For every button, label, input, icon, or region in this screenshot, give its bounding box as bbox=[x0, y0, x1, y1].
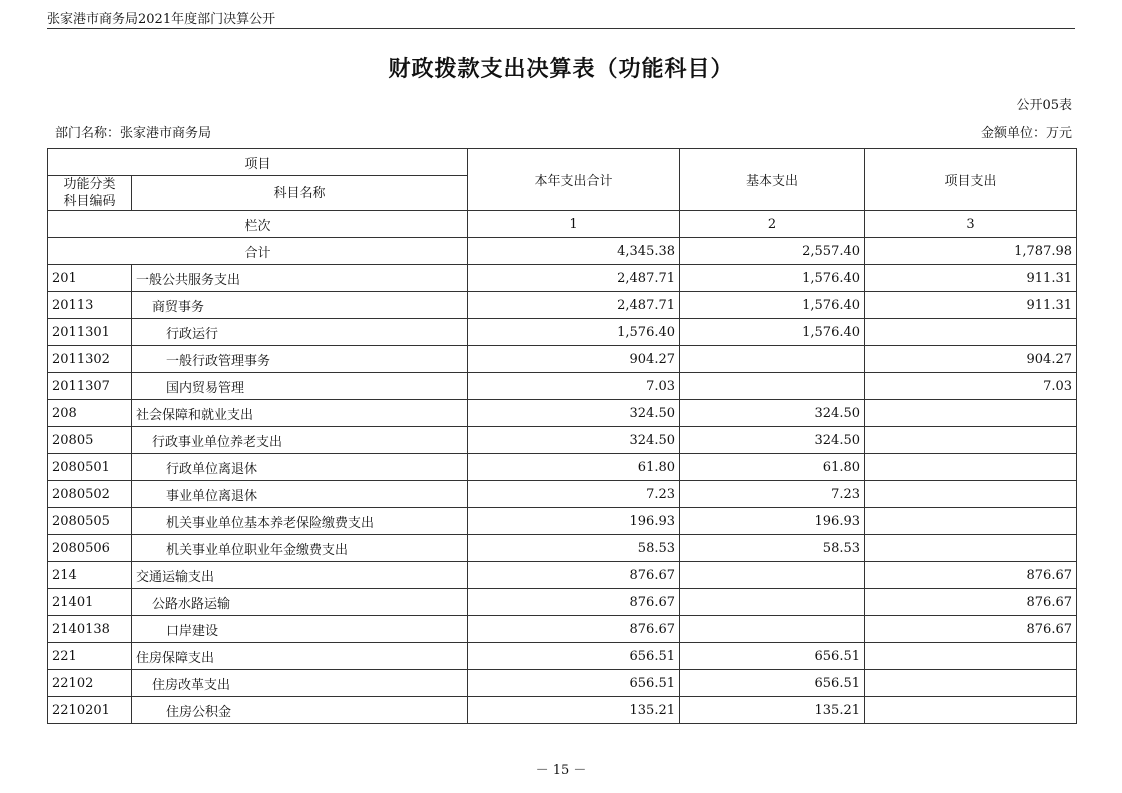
table-row bbox=[48, 697, 1077, 724]
row-code: 2210201 bbox=[48, 697, 132, 724]
department-name: 部门名称：张家港市商务局 bbox=[55, 126, 212, 141]
row-basic: 324.50 bbox=[680, 400, 865, 427]
row-basic bbox=[680, 589, 865, 616]
row-project bbox=[865, 508, 1077, 535]
totals-basic: 2,557.40 bbox=[680, 238, 865, 265]
header-name: 科目名称 bbox=[132, 176, 468, 211]
row-code: 201 bbox=[48, 265, 132, 292]
row-code: 2011307 bbox=[48, 373, 132, 400]
row-basic: 1,576.40 bbox=[680, 265, 865, 292]
table-row bbox=[48, 643, 1077, 670]
row-code: 2080506 bbox=[48, 535, 132, 562]
row-name: 口岸建设 bbox=[132, 616, 468, 643]
table-row bbox=[48, 373, 1077, 400]
row-total: 1,576.40 bbox=[468, 319, 680, 346]
row-total: 876.67 bbox=[468, 616, 680, 643]
row-basic: 196.93 bbox=[680, 508, 865, 535]
row-basic bbox=[680, 562, 865, 589]
row-name: 机关事业单位基本养老保险缴费支出 bbox=[132, 508, 468, 535]
row-name: 住房保障支出 bbox=[132, 643, 468, 670]
row-basic bbox=[680, 373, 865, 400]
row-total: 7.23 bbox=[468, 481, 680, 508]
totals-row bbox=[48, 238, 1077, 265]
page-number: － 15 － bbox=[535, 763, 587, 778]
row-code: 221 bbox=[48, 643, 132, 670]
row-total: 876.67 bbox=[468, 589, 680, 616]
amount-unit: 金额单位：万元 bbox=[980, 126, 1072, 141]
header-divider bbox=[47, 28, 1075, 29]
row-code: 2140138 bbox=[48, 616, 132, 643]
row-basic: 58.53 bbox=[680, 535, 865, 562]
row-basic: 135.21 bbox=[680, 697, 865, 724]
row-basic: 656.51 bbox=[680, 670, 865, 697]
table-row bbox=[48, 481, 1077, 508]
column-number-2: 2 bbox=[680, 211, 865, 238]
table-row bbox=[48, 265, 1077, 292]
header-item: 项目 bbox=[48, 149, 468, 176]
header-row-item bbox=[48, 149, 1077, 176]
row-project: 876.67 bbox=[865, 616, 1077, 643]
row-project bbox=[865, 535, 1077, 562]
row-name: 一般行政管理事务 bbox=[132, 346, 468, 373]
row-code: 2080505 bbox=[48, 508, 132, 535]
row-project: 911.31 bbox=[865, 265, 1077, 292]
row-total: 7.03 bbox=[468, 373, 680, 400]
form-code: 公开05表 bbox=[1016, 98, 1072, 113]
table-row bbox=[48, 535, 1077, 562]
row-code: 20113 bbox=[48, 292, 132, 319]
table-row bbox=[48, 400, 1077, 427]
row-total: 2,487.71 bbox=[468, 265, 680, 292]
table-row bbox=[48, 670, 1077, 697]
row-project: 876.67 bbox=[865, 562, 1077, 589]
row-code: 21401 bbox=[48, 589, 132, 616]
row-name: 行政事业单位养老支出 bbox=[132, 427, 468, 454]
page-title: 财政拨款支出决算表（功能科目） bbox=[388, 56, 734, 82]
row-project bbox=[865, 454, 1077, 481]
row-project bbox=[865, 319, 1077, 346]
table-row bbox=[48, 562, 1077, 589]
row-name: 商贸事务 bbox=[132, 292, 468, 319]
row-code: 208 bbox=[48, 400, 132, 427]
table-row bbox=[48, 454, 1077, 481]
table-row bbox=[48, 346, 1077, 373]
column-number-3: 3 bbox=[865, 211, 1077, 238]
row-code: 2011301 bbox=[48, 319, 132, 346]
totals-project: 1,787.98 bbox=[865, 238, 1077, 265]
table-row bbox=[48, 616, 1077, 643]
table-row bbox=[48, 319, 1077, 346]
row-name: 国内贸易管理 bbox=[132, 373, 468, 400]
row-project: 904.27 bbox=[865, 346, 1077, 373]
row-total: 656.51 bbox=[468, 670, 680, 697]
row-project: 876.67 bbox=[865, 589, 1077, 616]
row-basic: 7.23 bbox=[680, 481, 865, 508]
header-project: 项目支出 bbox=[865, 149, 1077, 211]
row-code: 22102 bbox=[48, 670, 132, 697]
column-number-1: 1 bbox=[468, 211, 680, 238]
table-row bbox=[48, 589, 1077, 616]
row-total: 58.53 bbox=[468, 535, 680, 562]
page-header: 张家港市商务局2021年度部门决算公开 bbox=[47, 12, 276, 27]
row-project bbox=[865, 670, 1077, 697]
row-code: 2080502 bbox=[48, 481, 132, 508]
row-project bbox=[865, 697, 1077, 724]
row-project bbox=[865, 643, 1077, 670]
header-basic: 基本支出 bbox=[680, 149, 865, 211]
row-project bbox=[865, 400, 1077, 427]
table-row bbox=[48, 508, 1077, 535]
row-name: 社会保障和就业支出 bbox=[132, 400, 468, 427]
column-number-row bbox=[48, 211, 1077, 238]
row-total: 2,487.71 bbox=[468, 292, 680, 319]
totals-total: 4,345.38 bbox=[468, 238, 680, 265]
row-code: 20805 bbox=[48, 427, 132, 454]
row-basic: 61.80 bbox=[680, 454, 865, 481]
row-name: 机关事业单位职业年金缴费支出 bbox=[132, 535, 468, 562]
row-name: 行政运行 bbox=[132, 319, 468, 346]
row-name: 住房公积金 bbox=[132, 697, 468, 724]
row-code: 2080501 bbox=[48, 454, 132, 481]
row-name: 交通运输支出 bbox=[132, 562, 468, 589]
row-basic: 1,576.40 bbox=[680, 319, 865, 346]
row-name: 公路水路运输 bbox=[132, 589, 468, 616]
row-total: 324.50 bbox=[468, 400, 680, 427]
row-total: 61.80 bbox=[468, 454, 680, 481]
row-basic bbox=[680, 616, 865, 643]
row-name: 一般公共服务支出 bbox=[132, 265, 468, 292]
row-code: 214 bbox=[48, 562, 132, 589]
row-basic: 324.50 bbox=[680, 427, 865, 454]
row-project bbox=[865, 481, 1077, 508]
row-basic: 656.51 bbox=[680, 643, 865, 670]
row-project: 911.31 bbox=[865, 292, 1077, 319]
row-total: 324.50 bbox=[468, 427, 680, 454]
row-total: 656.51 bbox=[468, 643, 680, 670]
row-name: 行政单位离退休 bbox=[132, 454, 468, 481]
row-code: 2011302 bbox=[48, 346, 132, 373]
row-total: 196.93 bbox=[468, 508, 680, 535]
row-project bbox=[865, 427, 1077, 454]
column-number-label: 栏次 bbox=[48, 211, 468, 238]
expenditure-table bbox=[47, 148, 1077, 724]
row-total: 876.67 bbox=[468, 562, 680, 589]
row-name: 事业单位离退休 bbox=[132, 481, 468, 508]
row-name: 住房改革支出 bbox=[132, 670, 468, 697]
table-row bbox=[48, 427, 1077, 454]
row-total: 135.21 bbox=[468, 697, 680, 724]
row-basic bbox=[680, 346, 865, 373]
row-total: 904.27 bbox=[468, 346, 680, 373]
table-row bbox=[48, 292, 1077, 319]
row-project: 7.03 bbox=[865, 373, 1077, 400]
header-code: 功能分类 科目编码 bbox=[48, 176, 132, 211]
totals-label: 合计 bbox=[48, 238, 468, 265]
row-basic: 1,576.40 bbox=[680, 292, 865, 319]
header-total: 本年支出合计 bbox=[468, 149, 680, 211]
